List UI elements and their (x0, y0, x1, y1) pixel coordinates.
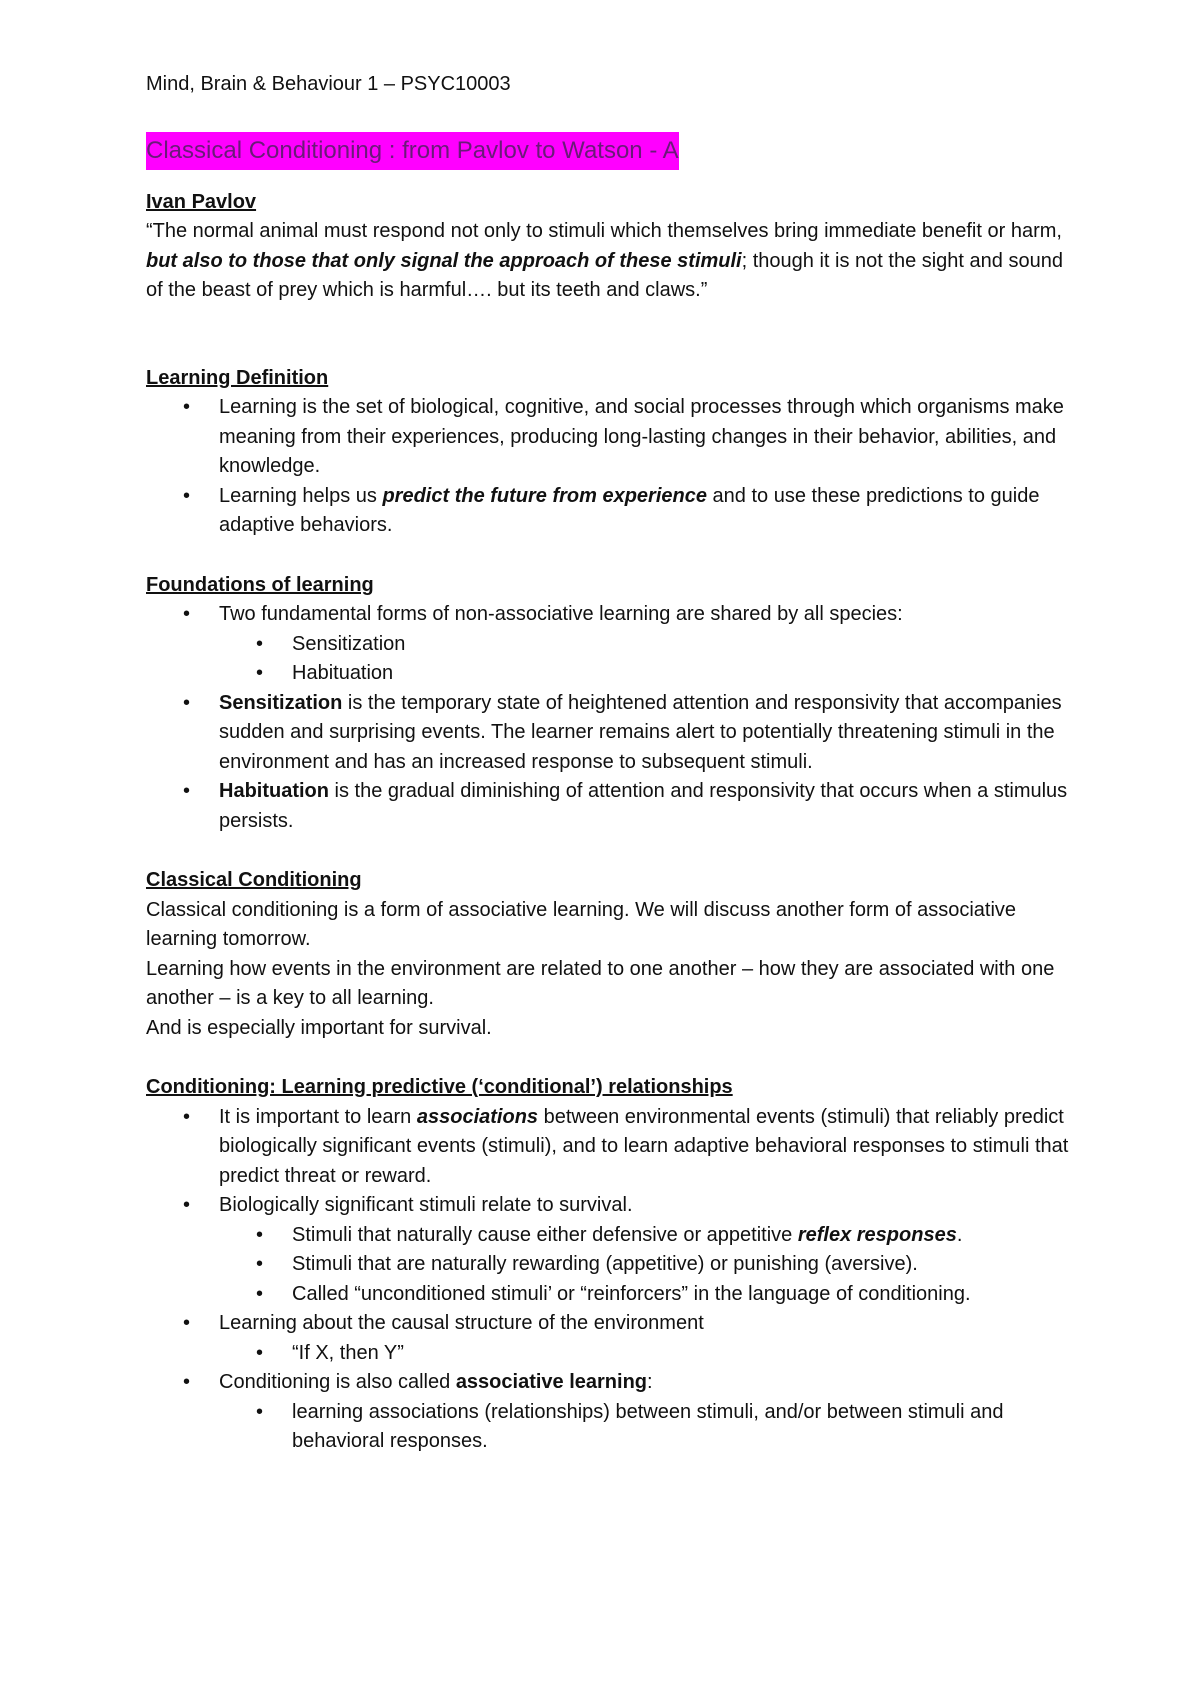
emphasis-text: predict the future from experience (382, 484, 707, 507)
text-span: It is important to learn (219, 1105, 417, 1128)
heading-pavlov: Ivan Pavlov (146, 190, 257, 213)
conditioning-sublist (219, 1221, 1080, 1310)
pavlov-quote (146, 217, 1080, 306)
list-item (146, 1309, 1080, 1368)
list-item: • Learning is the set of biological, cognitive, and social processes through which organisms make meaning from their experiences, producing long-lasting changes in their behavior, abilities, and knowledge. (146, 393, 1080, 482)
document-title: Classical Conditioning : from Pavlov to Watson - A (146, 132, 679, 170)
heading-classical-conditioning: Classical Conditioning (146, 869, 362, 891)
text-span: . (956, 1223, 963, 1246)
text-span: Learning about the causal structure of the environment (219, 1312, 704, 1334)
sub-list-item: • Stimuli that are naturally rewarding (appetitive) or punishing (aversive). (219, 1250, 1080, 1280)
pavlov-quote-part1: “The normal animal must respond not only to stimuli which themselves bring immediate benefit or harm, (146, 220, 1062, 242)
section-pavlov (146, 188, 1080, 306)
list-item (146, 482, 1080, 541)
learning-definition-list (146, 393, 1080, 541)
pavlov-quote-part2: ; though it is not the sight and sound of the beast of prey which is harmful…. but its teeth and claws.” (146, 249, 1063, 301)
heading-learning-definition: Learning Definition (146, 366, 329, 389)
text-span: Learning helps us (219, 484, 383, 507)
foundations-sublist (219, 630, 1080, 689)
text-span: Conditioning is also called (219, 1371, 456, 1393)
list-item (146, 777, 1080, 836)
conditioning-sublist (219, 1339, 1080, 1369)
text-span: Two fundamental forms of non-associative learning are shared by all species: (219, 603, 903, 625)
list-item (146, 1368, 1080, 1457)
text-span: between environmental events (stimuli) that reliably predict biologically significant events (stimuli), and to learn adaptive behavioral responses to stimuli that predict threat or reward. (219, 1105, 1069, 1187)
sub-list-item: • Sensitization (219, 630, 1080, 660)
sub-list-item: • “If X, then Y” (219, 1339, 1080, 1369)
paragraph: Classical conditioning is a form of associative learning. We will discuss another form of associative learning tomorrow. (146, 898, 1017, 950)
foundations-list (146, 600, 1080, 836)
paragraph: Learning how events in the environment are related to one another – how they are associated with one another – is a key to all learning. (146, 957, 1055, 1009)
text-span: is the gradual diminishing of attention and responsivity that occurs when a stimulus persists. (219, 780, 1068, 832)
sub-list-item: • Habituation (219, 659, 1080, 689)
heading-conditioning: Conditioning: Learning predictive (‘conditional’) relationships (146, 1076, 733, 1098)
title-wrap (146, 132, 1080, 170)
section-classical-conditioning (146, 866, 1080, 1043)
emphasis-text: reflex responses (797, 1223, 957, 1246)
bold-term: Sensitization (219, 691, 343, 714)
sub-list-item: • Called “unconditioned stimuli’ or “reinforcers” in the language of conditioning. (219, 1280, 1080, 1310)
section-conditioning (146, 1073, 1080, 1457)
list-item (146, 1191, 1080, 1309)
text-span: Stimuli that naturally cause either defensive or appetitive (292, 1223, 798, 1246)
section-foundations (146, 571, 1080, 837)
bold-term: Habituation (219, 780, 329, 802)
conditioning-list (146, 1103, 1080, 1457)
conditioning-sublist (219, 1398, 1080, 1457)
sub-list-item (219, 1221, 1080, 1251)
bold-term: associative learning (455, 1371, 648, 1393)
pavlov-quote-emphasis: but also to those that only signal the approach of these stimuli (146, 249, 742, 272)
text-span: is the temporary state of heightened attention and responsivity that accompanies sudden and surprising events. The learner remains alert to potentially threatening stimuli in the environment and has an increased response to subsequent stimuli. (219, 691, 1062, 773)
list-item (146, 1103, 1080, 1192)
sub-list-item: • learning associations (relationships) between stimuli, and/or between stimuli and behavioral responses. (219, 1398, 1080, 1457)
section-learning-definition (146, 364, 1080, 541)
text-span: and to use these predictions to guide adaptive behaviors. (219, 484, 1040, 536)
emphasis-text: associations (416, 1105, 539, 1128)
list-item (146, 689, 1080, 778)
text-span: Biologically significant stimuli relate to survival. (219, 1194, 633, 1216)
paragraph: And is especially important for survival. (146, 1016, 492, 1039)
text-span: : (647, 1371, 653, 1393)
list-item (146, 600, 1080, 689)
page-header: Mind, Brain & Behaviour 1 – PSYC10003 (146, 73, 511, 95)
heading-foundations: Foundations of learning (146, 573, 374, 596)
